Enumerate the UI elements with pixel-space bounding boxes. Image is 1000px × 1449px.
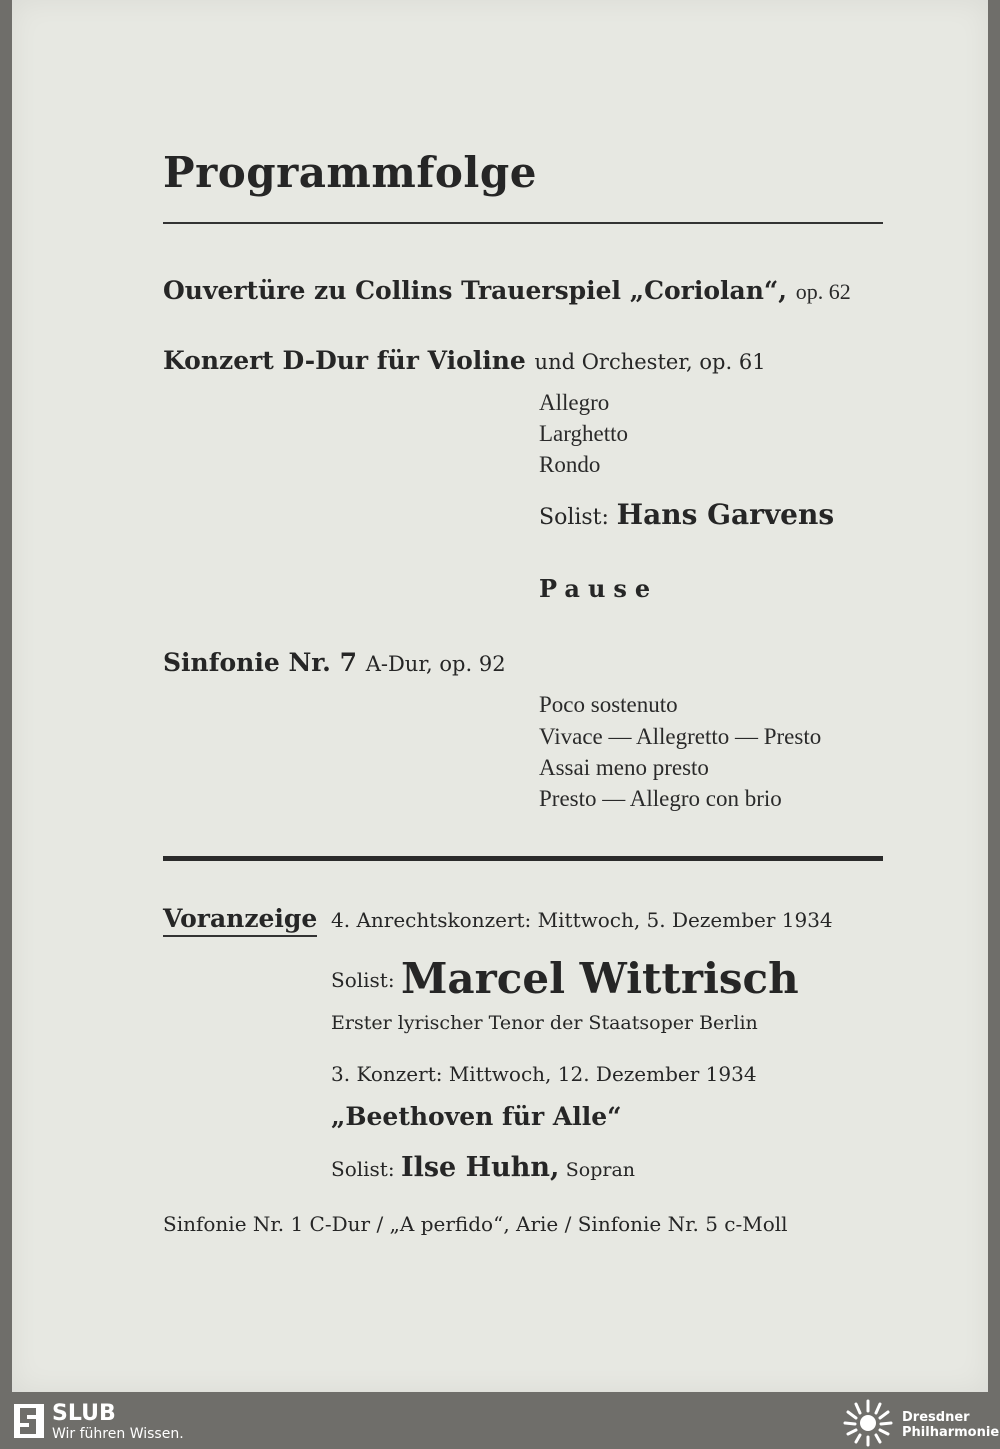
announcement-label: Voranzeige	[163, 904, 317, 937]
philharmonie-line-1: Dresdner	[902, 1410, 970, 1425]
movement: Rondo	[539, 452, 601, 477]
title-divider	[163, 222, 883, 224]
soloist-name: Marcel Wittrisch	[400, 954, 799, 1003]
soloist-label: Solist:	[539, 505, 609, 530]
soloist-name: Ilse Huhn,	[400, 1152, 560, 1183]
concert-motto: „Beethoven für Alle“	[331, 1102, 622, 1131]
soloist-description: Erster lyrischer Tenor der Staatsoper Berlin	[331, 1012, 758, 1034]
slub-tagline: Wir führen Wissen.	[52, 1426, 184, 1442]
work-violin-concerto	[163, 346, 766, 375]
work-symphony-7	[163, 648, 506, 677]
movement: Larghetto	[539, 421, 628, 446]
slub-logo-icon	[14, 1404, 44, 1438]
slub-branding	[52, 1402, 184, 1442]
work-coriolan-title: Ouvertüre zu Collins Trauerspiel „Coriolan“,	[163, 276, 787, 305]
soloist-voice: Sopran	[565, 1159, 636, 1181]
slub-name: SLUB	[52, 1401, 116, 1426]
philharmonie-line-2: Philharmonie	[902, 1425, 1000, 1440]
section-divider	[163, 856, 883, 861]
work-symphony-7-title: Sinfonie Nr. 7	[163, 648, 357, 677]
soloist-wittrisch	[331, 954, 799, 1003]
work-violin-concerto-title: Konzert D-Dur für Violine	[163, 346, 526, 375]
work-coriolan	[163, 276, 851, 305]
intermission: Pause	[539, 574, 659, 603]
soloist-label: Solist:	[331, 1157, 395, 1181]
soloist-huhn	[331, 1152, 635, 1183]
page-title: Programmfolge	[163, 148, 537, 197]
soloist-name: Hans Garvens	[616, 498, 835, 531]
soloist-label: Solist:	[331, 968, 395, 992]
movement: Assai meno presto	[539, 755, 709, 780]
philharmonie-branding	[902, 1410, 999, 1440]
philharmonie-logo-icon	[842, 1398, 894, 1448]
soloist-garvens	[539, 498, 834, 531]
work-symphony-7-detail: A-Dur, op. 92	[365, 652, 506, 676]
concert-2-program: Sinfonie Nr. 1 C-Dur / „A perfido“, Arie / Sinfonie Nr. 5 c-Moll	[163, 1212, 788, 1236]
concert-2-date: 3. Konzert: Mittwoch, 12. Dezember 1934	[331, 1062, 757, 1086]
movement: Poco sostenuto	[539, 692, 678, 717]
movement: Vivace — Allegretto — Presto	[539, 724, 822, 749]
movement: Presto — Allegro con brio	[539, 786, 782, 811]
work-coriolan-opus: op. 62	[795, 279, 851, 304]
movement: Allegro	[539, 390, 610, 415]
concert-1-date: 4. Anrechtskonzert: Mittwoch, 5. Dezember 1934	[331, 908, 833, 932]
work-violin-concerto-detail: und Orchester, op. 61	[534, 350, 766, 374]
program-page	[12, 0, 988, 1392]
